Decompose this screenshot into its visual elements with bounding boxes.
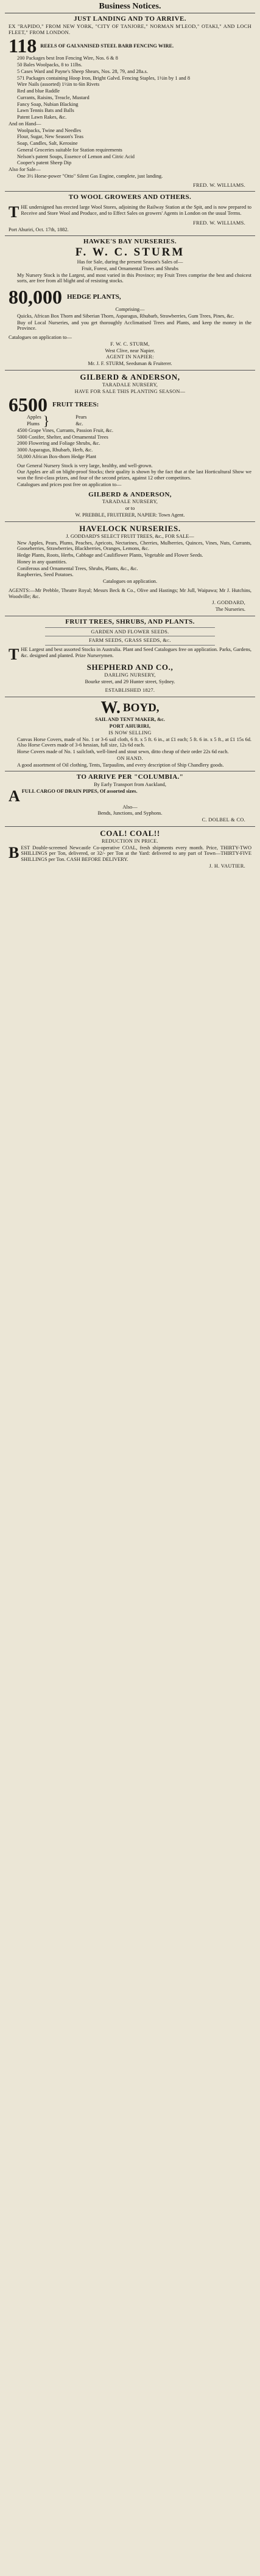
signature-address: TARADALE NURSERY, [102, 499, 158, 505]
established-line: ESTABLISHED 1827. [105, 688, 155, 694]
drop-cap: A [9, 787, 20, 805]
selling-label: IS NOW SELLING [108, 729, 152, 736]
catalogue-line: Catalogues on application. [102, 579, 158, 585]
ad-gilberd-anderson [5, 371, 255, 522]
list-item: Wire Nails (assorted) 1½in to 6in Rivets [17, 82, 100, 88]
alternate-agent: W. PREBBLE, FRUITERER, NAPIER: Town Agent. [75, 512, 185, 518]
hedge-block [9, 287, 251, 307]
nursery-owner: F. W. C. STURM [75, 246, 185, 259]
season-line: HAVE FOR SALE THIS PLANTING SEASON— [74, 388, 186, 394]
body-text: Honey in any quantities. [17, 559, 67, 565]
signature: FRED. W. WILLIAMS. [193, 220, 245, 226]
list-item: 4500 Grape Vines, Currants, Passion Fruit, &c. [17, 427, 113, 433]
firm-name: GILBERD & ANDERSON, [80, 372, 180, 381]
list-item: 50,000 African Box-thorn Hedge Plant [17, 453, 97, 459]
list-item: Fruit, Forest, and Ornamental Trees and Shrubs [81, 265, 179, 271]
list-item: Lawn Tennis Bats and Balls [17, 108, 74, 114]
body-text: EST Double-screened Newcastle Co-operative COAL, fresh shipments every month. Price, THIRTY-TWO SHILLINGS per Ton, delivered, or 32/- per Ton at the Yard: delivered to any part of Town—THIRTY-FIVE SHILLINGS per Ton. CASH BEFORE DELIVERY. [21, 844, 251, 863]
body-text: HE undersigned has erected large Wool Stores, adjoining the Railway Station at the Spit, and is now prepared to Receive and Store Wool and Produce, and to Effect Sales on growers' Agents in London on the usual Terms. [21, 204, 251, 216]
list-item: Soap, Candles, Salt, Kerosine [17, 141, 78, 147]
list-item: Woolpacks, Twine and Needles [17, 127, 82, 133]
or-label: or to [125, 506, 135, 512]
drop-cap: T [9, 646, 19, 664]
sub-heading: FARM SEEDS, GRASS SEEDS, &c. [89, 638, 171, 644]
signature-sub: The Nurseries. [215, 607, 245, 613]
ad-hawkes-bay-nurseries [5, 236, 255, 370]
agent-label: AGENT IN NAPIER: [106, 354, 154, 360]
ad-havelock-nurseries [5, 522, 255, 616]
agents-line: AGENTS:—Mr Prebble, Theatre Royal; Messrs Beck & Co., Olive and Hastings; Mr Jull, Waipawa; Mr J. Hutchins, Woodville; &c. [9, 587, 251, 599]
hedge-plants-title: HEDGE PLANTS, [67, 293, 121, 301]
on-hand-label: ON HAND. [117, 755, 143, 761]
trade-line: SAIL AND TENT MAKER, &c. [95, 717, 165, 723]
comprising-label: Comprising— [115, 307, 145, 313]
body-text: Horse Covers made of No. 1 sailcloth, well-lined and stout sewn, ditto cheap of their order 22s 6d each. [17, 749, 229, 755]
drop-cap: B [9, 843, 19, 862]
ad-heading: COAL! COAL!! [100, 828, 160, 838]
list-item: One 3½ Horse-power "Otto" Silent Gas Engine, complete, just landing. [17, 173, 163, 179]
body-text: Our Apples are all on blight-proof Stocks; their quality is shown by the fact that at the last Horticultural Show we won the first-class prizes, and four of the second prizes, against 12 other competitors. [17, 469, 251, 481]
ad-heading: HAVELOCK NURSERIES. [79, 523, 181, 533]
nursery-name: DARLING NURSERY, [104, 672, 156, 678]
list-item: Red and blue Raddle [17, 88, 60, 94]
body-text: Hedge Plants, Roots, Herbs, Cabbage and Cauliflower Plants, Vegetable and Flower Seeds. [17, 552, 203, 559]
nursery-name: TARADALE NURSERY, [102, 381, 158, 388]
body-text: My Nursery Stock is the Largest, and most varied in this Province; my Fruit Trees comprise the best and choicest sorts, are free from all blight and of resisting stocks. [17, 272, 251, 284]
body-text: Quicks, African Box Thorn and Siberian Thorn, Asparagus, Rhubarb, Strawberries, Gum Trees, Pines, &c. [17, 313, 234, 319]
drop-cap: W. [100, 698, 121, 718]
signature: J. H. VAUTIER. [209, 863, 245, 869]
list-item: Fancy Soap, Nubian Blacking [17, 101, 79, 107]
ad-heading: TO ARRIVE PER "COLUMBIA." [76, 773, 184, 781]
list-item: Nelson's patent Soups, Essence of Lemon and Citric Acid [17, 153, 135, 159]
ad-shepherd-and-co [5, 616, 255, 697]
list-item: 50 Bales Woolpacks, 8 to 11lbs. [17, 62, 83, 68]
body-text: Our General Nursery Stock is very large, healthy, and well-grown. [17, 462, 153, 468]
on-hand-label: And on Hand— [9, 120, 41, 127]
variety-apples: Apples [27, 414, 41, 420]
variety-pears: Pears [76, 414, 87, 420]
body-text: FULL CARGO OF DRAIN PIPES, Of assorted sizes. [21, 788, 138, 794]
agent-name: Mr. J. F. STURM, Seedsman & Fruiterer. [88, 361, 172, 367]
quantity-number: 80,000 [9, 286, 62, 308]
transport-line: By Early Transport from Auckland, [94, 782, 166, 788]
list-item: 5 Cases Ward and Payne's Sheep Shears, Nos. 28, 79, and 28a.s. [17, 68, 148, 74]
also-label: Also— [122, 804, 138, 810]
list-item: Currants, Raisins, Treacle, Mustard [17, 94, 90, 100]
variety-plums: Plums [27, 421, 40, 427]
fruit-varieties [9, 414, 251, 428]
ad-heading: FRUIT TREES, SHRUBS, AND PLANTS. [65, 618, 195, 625]
body-text: Bends, Junctions, and Syphons. [97, 810, 163, 816]
list-item: 5000 Conifer, Shelter, and Ornamental Trees [17, 434, 108, 440]
address: Bourke street, and 29 Hunter street, Sydney. [85, 678, 175, 684]
list-item: General Groceries suitable for Station requirements [17, 147, 122, 153]
firm-name: SHEPHERD AND CO., [86, 662, 174, 672]
body-text: HE Largest and best assorted Stocks in Australia. Plant and Seed Catalogues free on application. Parks, Gardens, &c. designed and planted. Prize Nurserymen. [21, 647, 251, 658]
variety-etc: &c. [76, 421, 83, 427]
list-item: 3000 Asparagus, Rhubarb, Herb, &c. [17, 447, 93, 453]
list-item: 571 Packages containing Hoop Iron, Bright Galvd. Fencing Staples, 1½in by 1 and 8 [17, 75, 191, 81]
ad-wool-growers [5, 192, 255, 236]
body-text: Canvas Horse Covers, made of No. 1 or 3-6 sail cloth, 6 ft. x 5 ft. 6 in., at £1 each; 5 ft. 6 in. x 5 ft., at £1 15s 6d. Also Horse Covers made of 3-6 hessian, full size, 12s 6d each. [17, 736, 251, 748]
date-line: Port Ahuriri, Oct. 17th, 1882. [9, 226, 69, 232]
body-text: Raspberries, Seed Potatoes. [17, 572, 74, 578]
ad-boyd-sailmaker [5, 697, 255, 771]
fruit-trees-title: FRUIT TREES: [52, 401, 99, 409]
address: West Clive, near Napier. [105, 347, 155, 353]
ad-williams-merchandise [5, 13, 255, 192]
body-text: Catalogues and prices post free on application to— [17, 481, 122, 487]
ad-heading: HAWKE'S BAY NURSERIES. [83, 238, 177, 246]
fruit-trees-block [9, 395, 251, 414]
sub-heading: REDUCTION IN PRICE. [102, 838, 158, 844]
sub-heading: GARDEN AND FLOWER SEEDS. [91, 628, 169, 635]
body-text: Coniferous and Ornamental Trees, Shrubs, Plants, &c., &c. [17, 565, 138, 571]
list-item: 2000 Flowering and Foliage Shrubs, &c. [17, 440, 100, 447]
signature: GILBERD & ANDERSON, [88, 490, 172, 498]
quantity-number: 118 [9, 35, 37, 57]
drop-cap: T [9, 203, 19, 221]
reels-text: REELS OF GALVANISED STEEL BARB FENCING WIRE. [40, 43, 174, 49]
ad-drain-pipes [5, 771, 255, 826]
body-text: Buy of Local Nurseries, and you get thoroughly Acclimatised Trees and Plants, and keep the money in the Province. [17, 319, 251, 332]
reels-block [9, 36, 251, 55]
ad-coal [5, 827, 255, 872]
signature: J. GODDARD, [212, 600, 245, 606]
intro-line: J. GODDARD'S SELECT FRUIT TREES, &c., FOR SALE— [66, 533, 194, 539]
list-item: Patent Lawn Rakes, &c. [17, 114, 67, 120]
catalogue-line: Catalogues on application to— [9, 335, 72, 341]
ship-list: EX "RAPIDO," FROM NEW YORK, "CITY OF TANJORE," NORMAN M'LEOD," OTAKI," AND LOCH FLEET," FROM LONDON. [9, 23, 251, 35]
body-text: A good assortment of Oil clothing, Tents, Tarpaulins, and every description of Ship Chandlery goods. [17, 762, 224, 768]
intro-line: Has for Sale, during the present Season's Sales of— [77, 259, 183, 265]
list-item: Cooper's patent Sheep Dip [17, 160, 72, 166]
body-text: New Apples, Pears, Plums, Peaches, Apricots, Nectarines, Cherries, Mulberries, Quinces, Vines, Nuts, Currants, Gooseberries, Strawberries, Blackberries, Oranges, Lemons, &c. [17, 540, 251, 552]
ad-heading: JUST LANDING AND TO ARRIVE. [74, 15, 186, 23]
signature: C. DOLBEL & CO. [202, 817, 245, 823]
list-item: 200 Packages best Iron Fencing Wire, Nos. 6 & 8 [17, 55, 118, 61]
signature: F. W. C. STURM, [110, 341, 150, 347]
masthead: Business Notices. [5, 0, 255, 13]
newspaper-page [0, 0, 260, 872]
also-label: Also for Sale— [9, 167, 41, 173]
brace-glyph: } [43, 413, 50, 429]
quantity-number: 6500 [9, 394, 47, 416]
signature: FRED. W. WILLIAMS. [193, 182, 245, 188]
boyd-title [9, 699, 251, 717]
place-line: PORT AHURIRI, [109, 723, 151, 729]
boyd-name: BOYD, [122, 701, 160, 714]
ad-heading: TO WOOL GROWERS AND OTHERS. [68, 193, 192, 201]
list-item: Flour, Sugar, New Season's Teas [17, 134, 83, 140]
